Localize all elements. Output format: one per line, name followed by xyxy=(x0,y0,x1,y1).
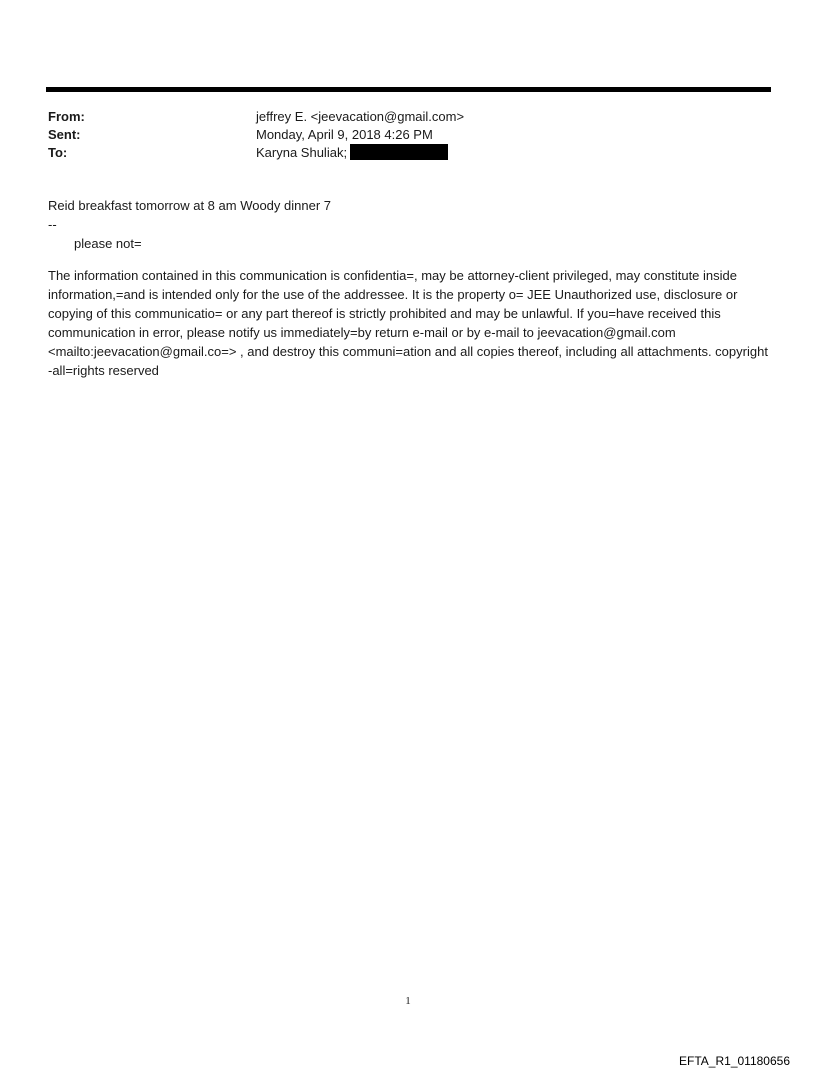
to-value-group xyxy=(256,144,448,162)
paragraph-gap xyxy=(48,253,768,266)
confidentiality-disclaimer: The information contained in this communication is confidentia=, may be attorney-client privileged, may constitute inside information,=and is intended only for the use of the addressee. It is the property o= JEE Unauthorized use, disclosure or copying of this communicatio= or any part thereof is strictly prohibited and may be unlawful. If you=have received this communication in error, please notify us immediately=by return e-mail or by e-mail to jeevacation@gmail.com <mailto:jeevacation@gmail.co=> , and destroy this communi=ation and all copies thereof, including all attachments. copyright -all=rights reserved xyxy=(48,268,768,378)
email-header xyxy=(48,108,768,162)
header-divider xyxy=(46,87,771,92)
sent-label: Sent: xyxy=(48,127,81,142)
from-value: jeffrey E. <jeevacation@gmail.com> xyxy=(256,109,465,124)
document-id: EFTA_R1_01180656 xyxy=(679,1054,790,1068)
to-row xyxy=(48,144,768,162)
email-body xyxy=(48,196,768,380)
from-row xyxy=(48,108,768,126)
from-label: From: xyxy=(48,109,85,124)
to-value: Karyna Shuliak; xyxy=(256,145,348,160)
redaction-block xyxy=(350,144,448,160)
to-label: To: xyxy=(48,145,68,160)
sent-row xyxy=(48,126,768,144)
message-line: Reid breakfast tomorrow at 8 am Woody dinner 7 xyxy=(48,198,332,213)
signature-separator: -- xyxy=(48,217,57,232)
signature-line: please not= xyxy=(74,236,142,251)
page-number: 1 xyxy=(405,995,411,1007)
sent-value: Monday, April 9, 2018 4:26 PM xyxy=(256,127,433,142)
